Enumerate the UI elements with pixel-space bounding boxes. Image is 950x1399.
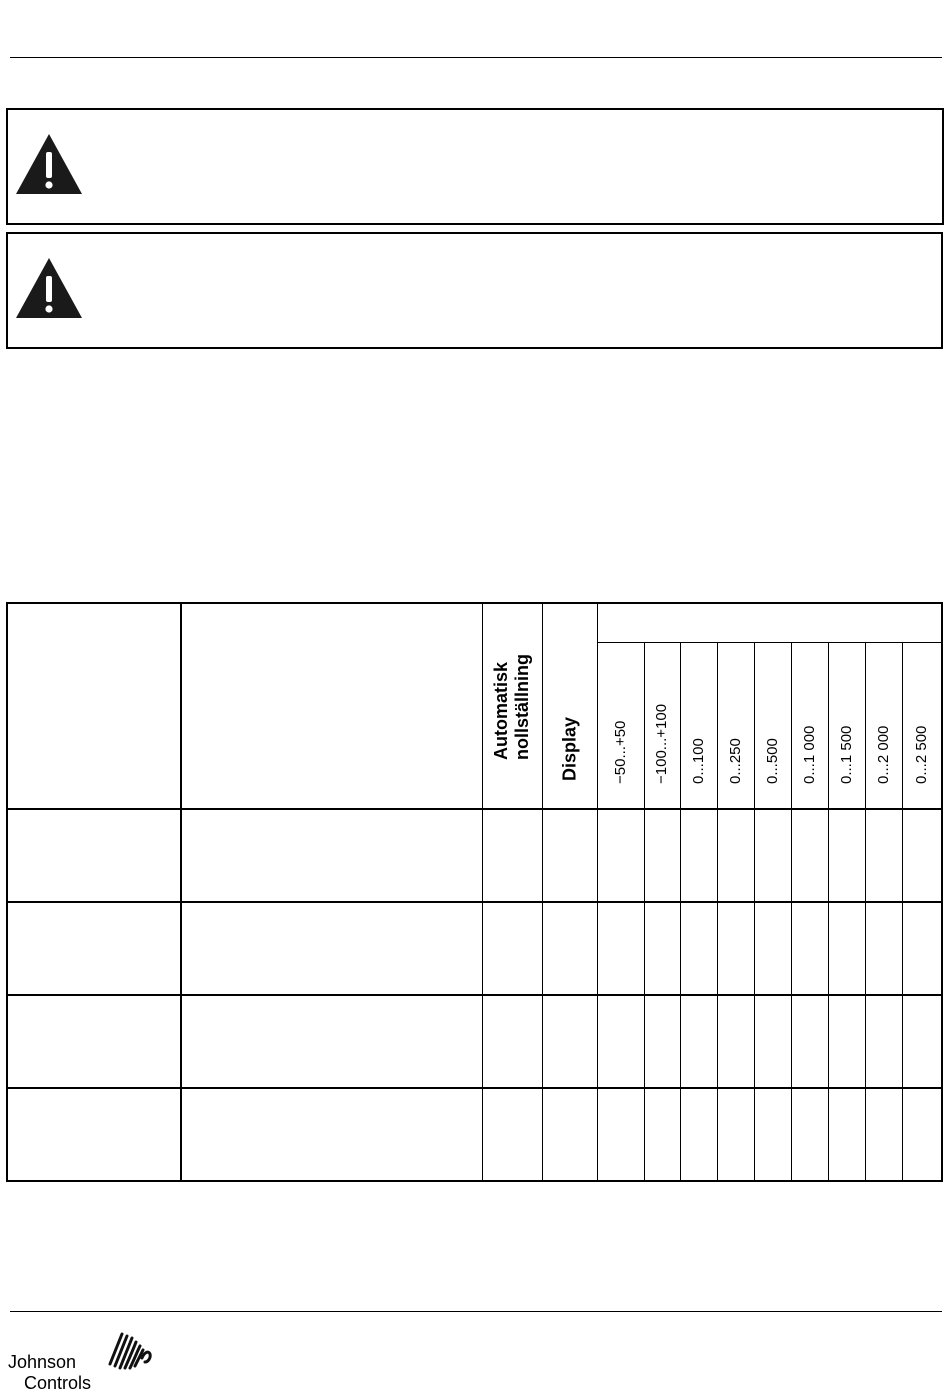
warning-triangle-icon [14, 132, 84, 196]
header-range-5: 0...1 000 [791, 643, 828, 810]
logo-mark-icon [104, 1328, 154, 1372]
header-range-8: 0...2 500 [902, 643, 942, 810]
bottom-rule [10, 1311, 942, 1312]
logo-text-line1: Johnson [8, 1352, 77, 1372]
header-description-cell [181, 603, 482, 809]
header-display [542, 603, 597, 809]
header-range-6: 0...1 500 [828, 643, 865, 810]
header-range-1: −100...+100 [644, 643, 680, 810]
header-automatic-zero [482, 603, 542, 809]
top-rule [10, 57, 942, 58]
header-range-2: 0...100 [680, 643, 717, 810]
header-range-group [597, 603, 942, 643]
warning-box-1 [6, 108, 944, 225]
warning-box-2 [6, 232, 943, 349]
table-row [7, 809, 942, 902]
table-row [7, 995, 942, 1088]
header-model-cell [7, 603, 181, 809]
header-range-4: 0...500 [754, 643, 791, 810]
table-header-row [7, 603, 942, 643]
display-label: Display [559, 716, 579, 781]
header-range-3: 0...250 [717, 643, 754, 810]
header-range-0: −50...+50 [597, 643, 644, 810]
table-row [7, 1088, 942, 1181]
spec-table [6, 602, 943, 1182]
table-row [7, 902, 942, 995]
automatic-zero-label: Automatisk nollställning [491, 654, 532, 760]
header-range-7: 0...2 000 [865, 643, 902, 810]
logo-text-line2: Controls [24, 1373, 92, 1393]
warning-triangle-icon [14, 256, 84, 320]
